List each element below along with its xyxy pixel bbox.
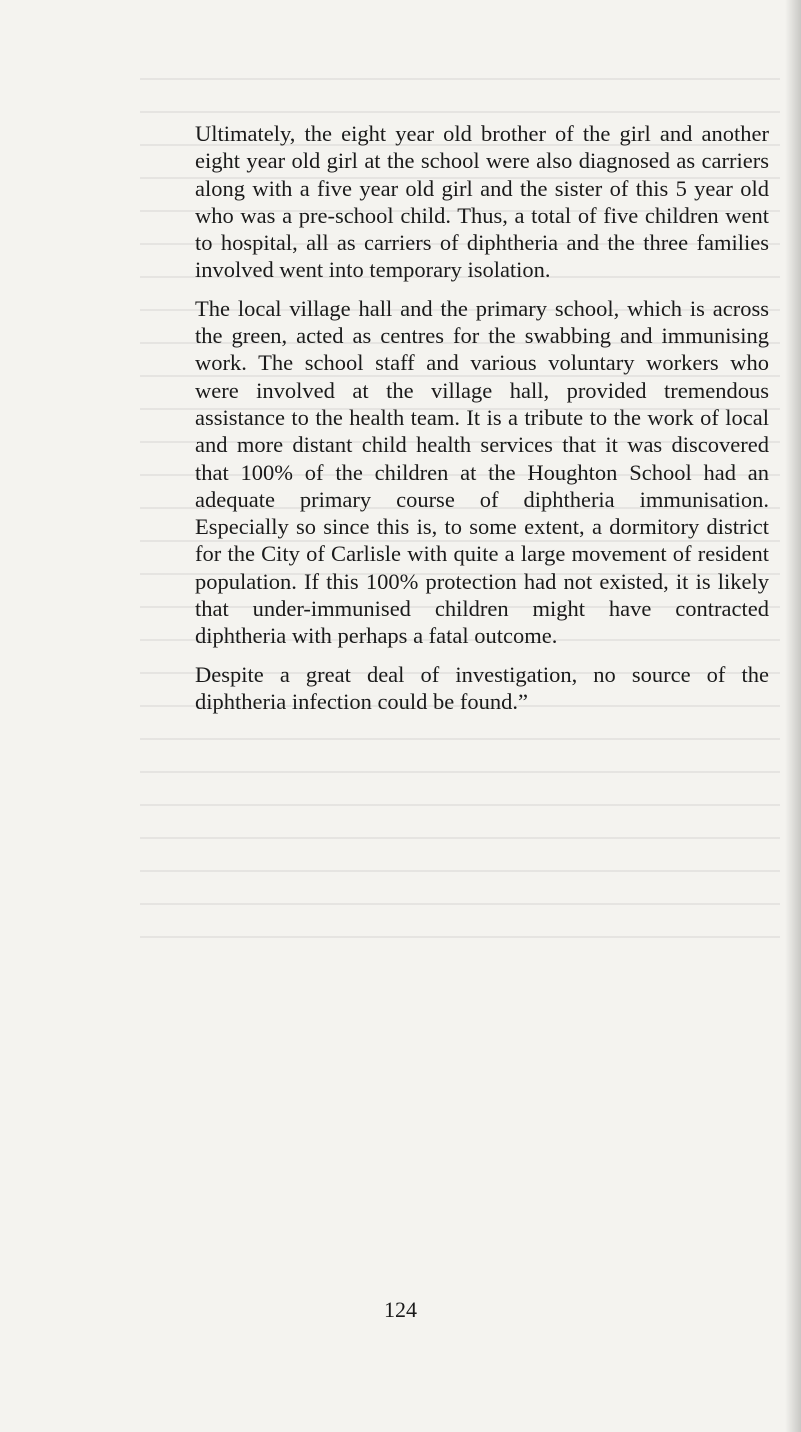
page-edge-shadow <box>785 0 801 1432</box>
paragraph-immunisation: The local village hall and the primary school, which is across the green, acted as centres for the swabbing and immunising work. The school staff and various voluntary workers who were involved at the village hall, provided tremendous assistance to the health team. It is a tribute to the work of local and more distant child health services that it was discovered that 100% of the children at the Houghton School had an adequate primary course of diphtheria immunisation. Especially so since this is, to some extent, a dormitory district for the City of Carlisle with quite a large movement of resident population. If this 100% protection had not existed, it is likely that under-immunised children might have contracted diphtheria with perhaps a fatal outcome. <box>195 295 769 649</box>
page-number: 124 <box>384 1297 417 1322</box>
paragraph-source: Despite a great deal of investigation, no source of the diphtheria infection could be found.” <box>195 661 769 714</box>
paragraph-carriers: Ultimately, the eight year old brother of the girl and another eight year old girl at the school were also diagnosed as carriers along with a five year old girl and the sister of this 5 year old who was a pre-school child. Thus, a total of five children went to hospital, all as carriers of diphtheria and the three families involved went into temporary isolation. <box>195 121 769 283</box>
body-text <box>195 120 769 726</box>
